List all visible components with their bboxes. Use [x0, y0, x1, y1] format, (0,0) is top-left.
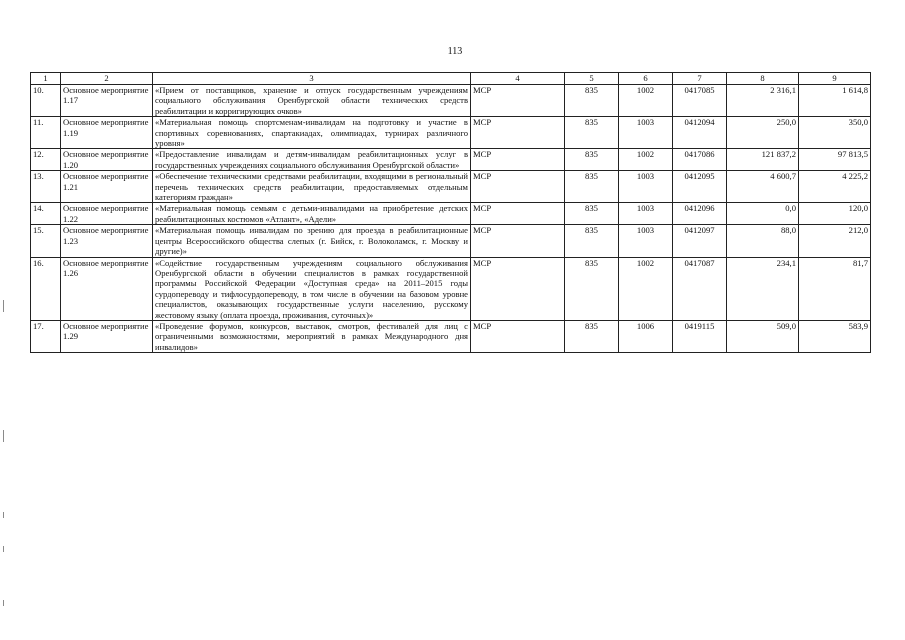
executor: МСР — [471, 85, 565, 117]
column-header: 9 — [799, 73, 871, 85]
section-code: 1006 — [619, 320, 673, 352]
executor: МСР — [471, 117, 565, 149]
amount-col9: 350,0 — [799, 117, 871, 149]
event-name: Основное мероприятие 1.23 — [61, 225, 153, 257]
section-code: 1003 — [619, 171, 673, 203]
page-number: 113 — [447, 46, 463, 57]
amount-col8: 121 837,2 — [727, 149, 799, 171]
amount-col8: 509,0 — [727, 320, 799, 352]
event-description: «Предоставление инвалидам и детям-инвалидам реабилитационных услуг в государственных учреждениях социального обслуживания Оренбургской области» — [153, 149, 471, 171]
executor: МСР — [471, 320, 565, 352]
event-description: «Проведение форумов, конкурсов, выставок, смотров, фестивалей для лиц с ограниченными возможностями, мероприятий в рамках Международного дня инвалидов» — [153, 320, 471, 352]
amount-col8: 250,0 — [727, 117, 799, 149]
amount-col8: 2 316,1 — [727, 85, 799, 117]
event-description: «Обеспечение техническими средствами реабилитации, входящими в региональный перечень технических средств реабилитации, предоставляемых отдельным категориям граждан» — [153, 171, 471, 203]
row-number: 17. — [31, 320, 61, 352]
row-number: 13. — [31, 171, 61, 203]
column-header: 4 — [471, 73, 565, 85]
row-number: 15. — [31, 225, 61, 257]
column-header: 8 — [727, 73, 799, 85]
amount-col9: 4 225,2 — [799, 171, 871, 203]
column-header: 3 — [153, 73, 471, 85]
event-name: Основное мероприятие 1.19 — [61, 117, 153, 149]
target-code: 0417086 — [673, 149, 727, 171]
executor: МСР — [471, 225, 565, 257]
event-name: Основное мероприятие 1.29 — [61, 320, 153, 352]
scan-margin-mark — [3, 430, 4, 442]
section-code: 1003 — [619, 225, 673, 257]
event-name: Основное мероприятие 1.21 — [61, 171, 153, 203]
amount-col9: 120,0 — [799, 203, 871, 225]
amount-col8: 234,1 — [727, 257, 799, 320]
table-row — [31, 257, 871, 320]
amount-col9: 81,7 — [799, 257, 871, 320]
column-number-row — [31, 73, 871, 85]
table-row — [31, 320, 871, 352]
table-row — [31, 149, 871, 171]
section-code: 1003 — [619, 117, 673, 149]
table-row — [31, 203, 871, 225]
grbs-code: 835 — [565, 257, 619, 320]
row-number: 12. — [31, 149, 61, 171]
column-header: 1 — [31, 73, 61, 85]
row-number: 16. — [31, 257, 61, 320]
scan-margin-mark — [3, 546, 4, 552]
amount-col9: 1 614,8 — [799, 85, 871, 117]
row-number: 10. — [31, 85, 61, 117]
amount-col8: 88,0 — [727, 225, 799, 257]
target-code: 0412096 — [673, 203, 727, 225]
section-code: 1003 — [619, 203, 673, 225]
amount-col8: 4 600,7 — [727, 171, 799, 203]
scan-margin-mark — [3, 512, 4, 518]
row-number: 14. — [31, 203, 61, 225]
amount-col9: 212,0 — [799, 225, 871, 257]
target-code: 0419115 — [673, 320, 727, 352]
event-description: «Содействие государственным учреждениям социального обслуживания Оренбургской области в обучении специалистов в рамках государственной программы Российской Федерации «Доступная среда» на 2011–2015 годы сурдопереводу и тифлосурдопереводу, в том числе в обучении на базовом уровне специалистов, оказывающих государственные услуги населению, русскому жестовому языку (оплата проезда, проживания, суточных)» — [153, 257, 471, 320]
amount-col8: 0,0 — [727, 203, 799, 225]
target-code: 0417085 — [673, 85, 727, 117]
executor: МСР — [471, 171, 565, 203]
grbs-code: 835 — [565, 171, 619, 203]
section-code: 1002 — [619, 149, 673, 171]
target-code: 0417087 — [673, 257, 727, 320]
event-name: Основное мероприятие 1.17 — [61, 85, 153, 117]
executor: МСР — [471, 257, 565, 320]
event-name: Основное мероприятие 1.22 — [61, 203, 153, 225]
table-row — [31, 171, 871, 203]
column-header: 5 — [565, 73, 619, 85]
target-code: 0412094 — [673, 117, 727, 149]
table-row — [31, 85, 871, 117]
target-code: 0412095 — [673, 171, 727, 203]
column-header: 2 — [61, 73, 153, 85]
amount-col9: 97 813,5 — [799, 149, 871, 171]
grbs-code: 835 — [565, 225, 619, 257]
event-description: «Прием от поставщиков, хранение и отпуск государственным учреждениям социального обслуживания Оренбургской области технических средств реабилитации и корригирующих очков» — [153, 85, 471, 117]
section-code: 1002 — [619, 85, 673, 117]
event-name: Основное мероприятие 1.26 — [61, 257, 153, 320]
column-header: 6 — [619, 73, 673, 85]
grbs-code: 835 — [565, 85, 619, 117]
column-header: 7 — [673, 73, 727, 85]
grbs-code: 835 — [565, 117, 619, 149]
event-description: «Материальная помощь спортсменам-инвалидам на подготовку и участие в спортивных соревнованиях, спартакиадах, олимпиадах, турнирах различного уровня» — [153, 117, 471, 149]
amount-col9: 583,9 — [799, 320, 871, 352]
section-code: 1002 — [619, 257, 673, 320]
executor: МСР — [471, 203, 565, 225]
grbs-code: 835 — [565, 320, 619, 352]
table-row — [31, 225, 871, 257]
event-description: «Материальная помощь семьям с детьми-инвалидами на приобретение детских реабилитационных костюмов «Атлант», «Адели» — [153, 203, 471, 225]
target-code: 0412097 — [673, 225, 727, 257]
row-number: 11. — [31, 117, 61, 149]
event-name: Основное мероприятие 1.20 — [61, 149, 153, 171]
event-description: «Материальная помощь инвалидам по зрению для проезда в реабилитационные центры Всероссийского общества слепых (г. Бийск, г. Волоколамск, г. Москву и другие)» — [153, 225, 471, 257]
grbs-code: 835 — [565, 203, 619, 225]
budget-table — [30, 72, 871, 353]
scan-margin-mark — [3, 600, 4, 606]
scan-margin-mark — [3, 300, 4, 312]
table-row — [31, 117, 871, 149]
executor: МСР — [471, 149, 565, 171]
grbs-code: 835 — [565, 149, 619, 171]
